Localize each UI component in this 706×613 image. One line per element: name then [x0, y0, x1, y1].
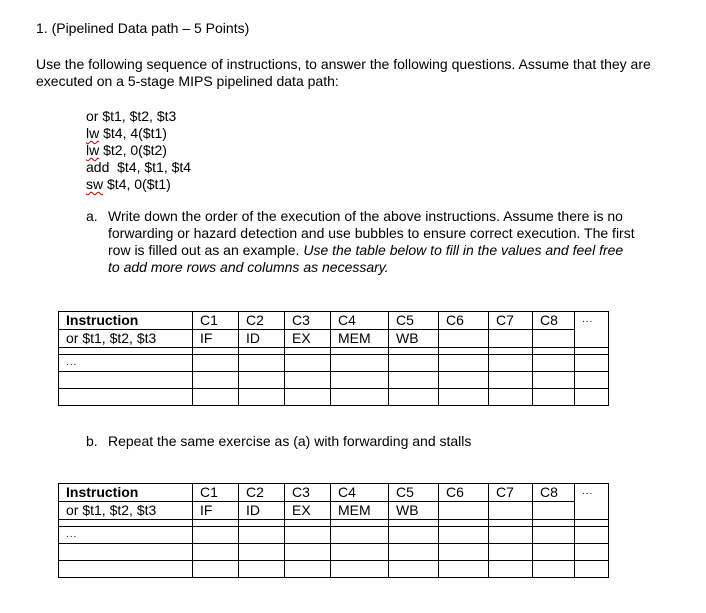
table-row	[59, 372, 609, 389]
stage-c6	[439, 330, 489, 348]
stage-c2: ID	[239, 330, 285, 348]
table-row	[59, 527, 609, 544]
header-c7: C7	[489, 484, 533, 502]
instruction-line-2: lw $t4, 4($t1)	[86, 125, 167, 141]
stage-c5: WB	[389, 330, 439, 348]
part-a-text: Write down the order of the execution of the above instructions. Assume there is no forwarding or hazard detection and use bubbles to ensure correct execution. The first row is filled out as an example. Use the table below to fill in the values and feel free to add more rows and columns as necessary.	[108, 208, 635, 275]
example-instruction: or $t1, $t2, $t3	[59, 330, 193, 348]
header-c8: C8	[533, 312, 575, 330]
header-instruction: Instruction	[59, 312, 193, 330]
intro-paragraph: Use the following sequence of instructions, to answer the following questions. Assume that they are executed on a 5-stage MIPS pipelined data path:	[36, 56, 651, 89]
header-more: ...	[575, 484, 609, 520]
header-c2: C2	[239, 484, 285, 502]
part-b-text: Repeat the same exercise as (a) with forwarding and stalls	[108, 433, 472, 449]
pipeline-table-a	[58, 311, 609, 406]
stage-c3: EX	[285, 330, 331, 348]
table-row	[59, 389, 609, 406]
stage-c1: IF	[193, 502, 239, 520]
header-c1: C1	[193, 484, 239, 502]
header-c3: C3	[285, 312, 331, 330]
header-c5: C5	[389, 312, 439, 330]
header-c1: C1	[193, 312, 239, 330]
row-ellipsis: ...	[59, 527, 193, 544]
pipeline-table-b	[58, 483, 609, 578]
stage-c1: IF	[193, 330, 239, 348]
stage-c7	[489, 330, 533, 348]
part-a-label: a.	[86, 208, 98, 224]
header-instruction: Instruction	[59, 484, 193, 502]
instruction-line-4: add $t4, $t1, $t4	[86, 159, 192, 175]
stage-c7	[489, 502, 533, 520]
stage-c2: ID	[239, 502, 285, 520]
part-b-label: b.	[86, 433, 98, 449]
stage-c3: EX	[285, 502, 331, 520]
instruction-list	[86, 108, 191, 193]
header-c7: C7	[489, 312, 533, 330]
table-row	[59, 544, 609, 561]
header-c8: C8	[533, 484, 575, 502]
header-c2: C2	[239, 312, 285, 330]
stage-c5: WB	[389, 502, 439, 520]
question-title: 1. (Pipelined Data path – 5 Points)	[36, 20, 250, 36]
table-row	[59, 355, 609, 372]
header-c4: C4	[331, 312, 389, 330]
table-row	[59, 561, 609, 578]
header-c5: C5	[389, 484, 439, 502]
header-c6: C6	[439, 312, 489, 330]
row-ellipsis: ...	[59, 355, 193, 372]
stage-c4: MEM	[331, 330, 389, 348]
header-c6: C6	[439, 484, 489, 502]
header-c3: C3	[285, 484, 331, 502]
header-more: ...	[575, 312, 609, 348]
stage-c6	[439, 502, 489, 520]
instruction-line-5: sw $t4, 0($t1)	[86, 176, 171, 192]
stage-c8	[533, 502, 575, 520]
stage-c8	[533, 330, 575, 348]
header-c4: C4	[331, 484, 389, 502]
instruction-line-1: or $t1, $t2, $t3	[86, 108, 177, 124]
instruction-line-3: lw $t2, 0($t2)	[86, 142, 167, 158]
stage-c4: MEM	[331, 502, 389, 520]
example-instruction: or $t1, $t2, $t3	[59, 502, 193, 520]
